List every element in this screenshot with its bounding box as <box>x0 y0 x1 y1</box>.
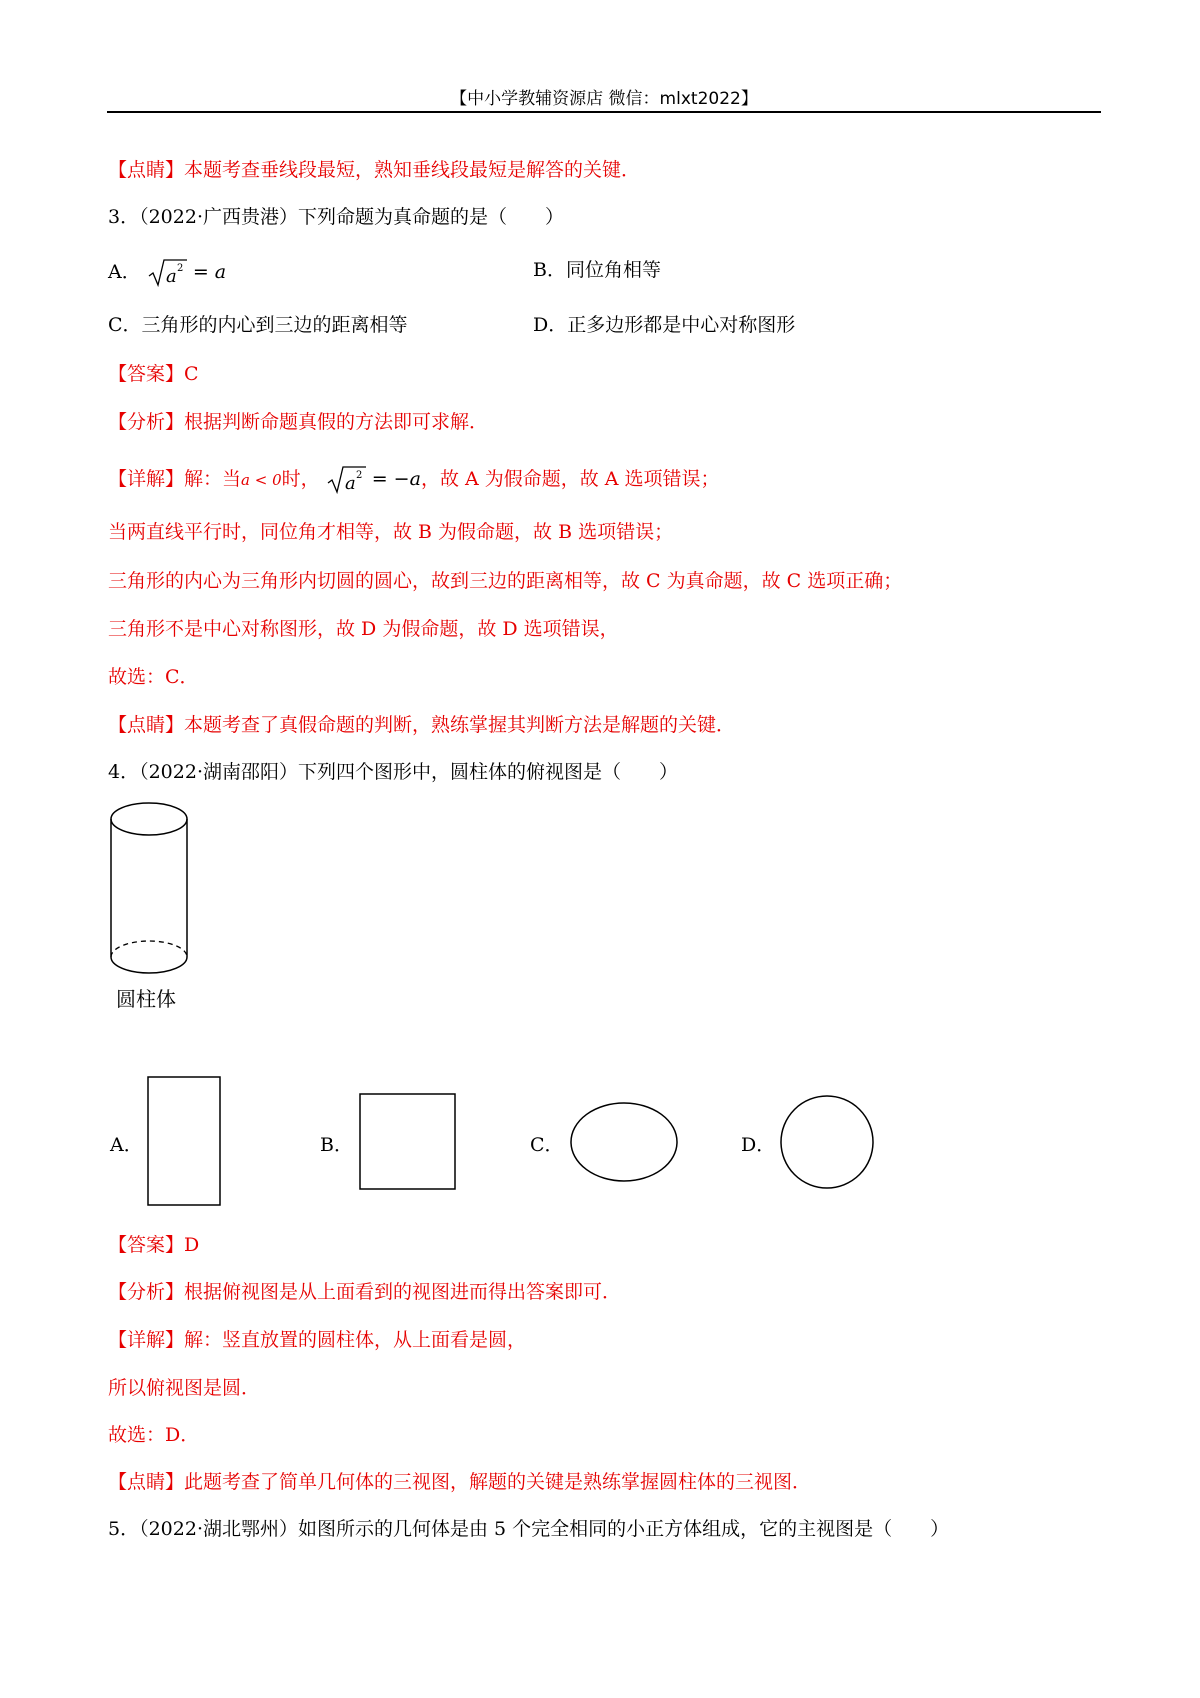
q3-detail-1 <box>108 465 720 495</box>
q3-analysis: 【分析】根据判断命题真假的方法即可求解． <box>108 411 489 433</box>
q4-choice-b-label: B． <box>320 1134 353 1156</box>
q4-stem: 4．（2022·湖南邵阳）下列四个图形中，圆柱体的俯视图是（ ） <box>108 761 678 783</box>
rectangle-icon <box>147 1076 221 1206</box>
square-icon <box>359 1093 456 1190</box>
svg-text:2: 2 <box>176 263 184 274</box>
q4-detail-3: 故选：D． <box>108 1424 200 1446</box>
q4-choice-d-label: D． <box>741 1134 776 1156</box>
q4-detail-2: 所以俯视图是圆． <box>108 1377 261 1399</box>
q4-choice-c-label: C． <box>530 1134 564 1156</box>
cylinder-label: 圆柱体 <box>116 987 176 1011</box>
q3-option-a <box>108 258 226 288</box>
q4-choice-a-label: A． <box>110 1134 143 1156</box>
header-rule <box>107 111 1101 113</box>
q4-answer: 【答案】D <box>108 1234 200 1256</box>
q3-answer: 【答案】C <box>108 363 199 385</box>
q4-detail-1: 【详解】解：竖直放置的圆柱体，从上面看是圆， <box>108 1329 527 1351</box>
q3-option-a-label: A． <box>108 261 141 283</box>
q3-detail-3: 三角形的内心为三角形内切圆的圆心，故到三边的距离相等，故 C 为真命题，故 C 选项正确； <box>108 570 903 592</box>
sqrt-a-squared-icon <box>147 258 187 288</box>
q3-detail-prefix: 【详解】解：当 <box>108 468 242 490</box>
q3-stem: 3．（2022·广西贵港）下列命题为真命题的是（ ） <box>108 206 564 228</box>
svg-text:a: a <box>165 266 177 287</box>
q4-point: 【点睛】此题考查了简单几何体的三视图，解题的关键是熟练掌握圆柱体的三视图． <box>108 1471 812 1493</box>
svg-text:a: a <box>344 473 356 494</box>
cylinder-icon <box>110 800 190 980</box>
q5-stem: 5．（2022·湖北鄂州）如图所示的几何体是由 5 个完全相同的小正方体组成，它的主视图是（ ） <box>108 1518 950 1540</box>
q3-detail-cond: a < 0 <box>241 471 282 489</box>
q3-option-d: D．正多边形都是中心对称图形 <box>533 314 796 336</box>
q3-option-c: C．三角形的内心到三边的距离相等 <box>108 314 408 336</box>
q3-detail-tail: ，故 A 为假命题，故 A 选项错误； <box>420 468 720 490</box>
q2-point-line: 【点睛】本题考查垂线段最短，熟知垂线段最短是解答的关键． <box>108 159 641 181</box>
q3-point: 【点睛】本题考查了真假命题的判断，熟练掌握其判断方法是解题的关键． <box>108 714 736 736</box>
svg-text:2: 2 <box>355 470 363 481</box>
q3-detail-rhs: = −a <box>371 468 421 490</box>
q3-detail-5: 故选：C． <box>108 666 199 688</box>
page-header: 【中小学教辅资源店 微信：mlxt2022】 <box>450 89 758 109</box>
q3-option-b: B．同位角相等 <box>533 259 661 281</box>
q4-analysis: 【分析】根据俯视图是从上面看到的视图进而得出答案即可． <box>108 1281 622 1303</box>
q3-detail-when: 时， <box>281 468 320 490</box>
q3-detail-4: 三角形不是中心对称图形，故 D 为假命题，故 D 选项错误， <box>108 618 619 640</box>
q3-option-a-rhs: = a <box>192 261 227 283</box>
sqrt-a-squared-icon <box>326 465 366 495</box>
circle-icon <box>779 1094 875 1190</box>
q3-detail-2: 当两直线平行时，同位角才相等，故 B 为假命题，故 B 选项错误； <box>108 521 674 543</box>
ellipse-icon <box>569 1101 679 1183</box>
